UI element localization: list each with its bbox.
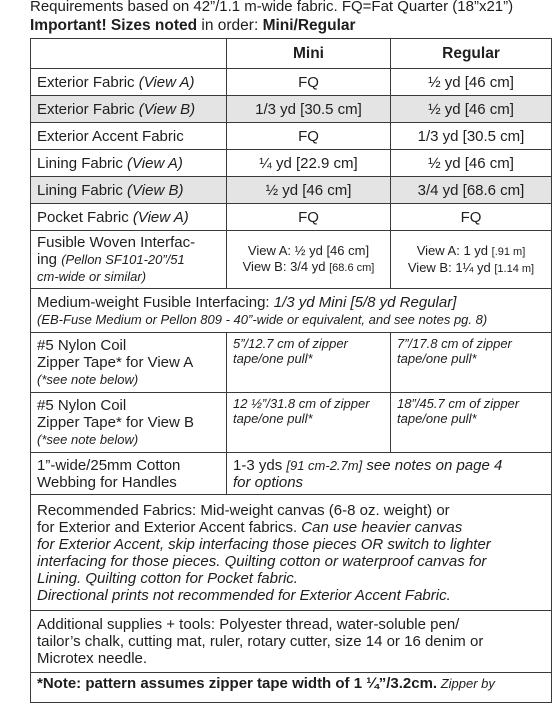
mini-value: FQ [227, 204, 391, 231]
row-label: Exterior Fabric (View B) [31, 96, 227, 123]
mini-value: 1/3 yd [30.5 cm] [227, 96, 391, 123]
table-row [31, 96, 552, 123]
table-row [31, 231, 552, 289]
mini-value: FQ [227, 69, 391, 96]
row-label: Pocket Fabric (View A) [31, 204, 227, 231]
mini-value: 12 ½”/31.8 cm of zipper tape/one pull* [227, 393, 391, 453]
regular-value: 1/3 yd [30.5 cm] [391, 123, 552, 150]
medium-interfacing-row: Medium-weight Fusible Interfacing: 1/3 yd Mini [5/8 yd Regular] (EB-Fuse Medium or Pellon 809 - 40”-wide or equivalent, and see notes pg. 8) [31, 289, 552, 333]
recommended-fabrics: Recommended Fabrics: Mid-weight canvas (6-8 oz. weight) or for Exterior and Exterior Accent fabrics. Can use heavier canvas for Exterior Accent, skip interfacing those pieces OR switch to lighter interfacing for those pieces. Quilting cotton or waterproof canvas for Lining. Quilting cotton for Pocket fabric. Directional prints not recommended for Exterior Accent Fabric. [31, 495, 552, 611]
zipper-footnote: *Note: pattern assumes zipper tape width of 1 ¼”/3.2cm. Zipper by [31, 673, 552, 703]
table-row [31, 333, 552, 393]
table-row [31, 204, 552, 231]
regular-value: 18”/45.7 cm of zipper tape/one pull* [391, 393, 552, 453]
table-row [31, 69, 552, 96]
table-row [31, 393, 552, 453]
mini-value: ¼ yd [22.9 cm] [227, 150, 391, 177]
table-row [31, 453, 552, 495]
row-label: Fusible Woven Interfac- ing (Pellon SF101-20”/51 cm-wide or similar) [31, 231, 227, 289]
regular-value: 7”/17.8 cm of zipper tape/one pull* [391, 333, 552, 393]
table-row [31, 495, 552, 611]
table-header-row [31, 39, 552, 69]
mini-value: ½ yd [46 cm] [227, 177, 391, 204]
regular-value: ½ yd [46 cm] [391, 69, 552, 96]
regular-value: FQ [391, 204, 552, 231]
table-row [31, 611, 552, 673]
additional-supplies: Additional supplies + tools: Polyester thread, water-soluble pen/ tailor’s chalk, cutting mat, ruler, rotary cutter, size 14 or 16 denim or Microtex needle. [31, 611, 552, 673]
col-regular: Regular [391, 39, 552, 69]
regular-value: ½ yd [46 cm] [391, 96, 552, 123]
table-row [31, 177, 552, 204]
important-label: Important! Sizes noted [30, 17, 198, 34]
row-label: #5 Nylon Coil Zipper Tape* for View B (*see note below) [31, 393, 227, 453]
webbing-value: 1-3 yds [91 cm-2.7m] see notes on page 4 for options [227, 453, 552, 495]
regular-value: View A: 1 yd [.91 m] View B: 1¼ yd [1.14 m] [391, 231, 552, 289]
header-important: Important! Sizes noted in order: Mini/Regular [30, 17, 356, 34]
row-label: 1”-wide/25mm Cotton Webbing for Handles [31, 453, 227, 495]
regular-value: ½ yd [46 cm] [391, 150, 552, 177]
row-label: Lining Fabric (View A) [31, 150, 227, 177]
table-row [31, 673, 552, 703]
mini-value: View A: ½ yd [46 cm] View B: 3/4 yd [68.6 cm] [227, 231, 391, 289]
requirements-table [30, 38, 552, 703]
col-mini: Mini [227, 39, 391, 69]
header-blank-cell [31, 39, 227, 69]
table-row [31, 289, 552, 333]
table-row [31, 123, 552, 150]
row-label: Exterior Fabric (View A) [31, 69, 227, 96]
row-label: #5 Nylon Coil Zipper Tape* for View A (*see note below) [31, 333, 227, 393]
mini-value: FQ [227, 123, 391, 150]
header-note: Requirements based on 42”/1.1 m-wide fabric. FQ=Fat Quarter (18”x21”) [30, 0, 514, 15]
mini-value: 5”/12.7 cm of zipper tape/one pull* [227, 333, 391, 393]
row-label: Lining Fabric (View B) [31, 177, 227, 204]
row-label: Exterior Accent Fabric [31, 123, 227, 150]
table-row [31, 150, 552, 177]
regular-value: 3/4 yd [68.6 cm] [391, 177, 552, 204]
size-order: Mini/Regular [262, 17, 356, 34]
